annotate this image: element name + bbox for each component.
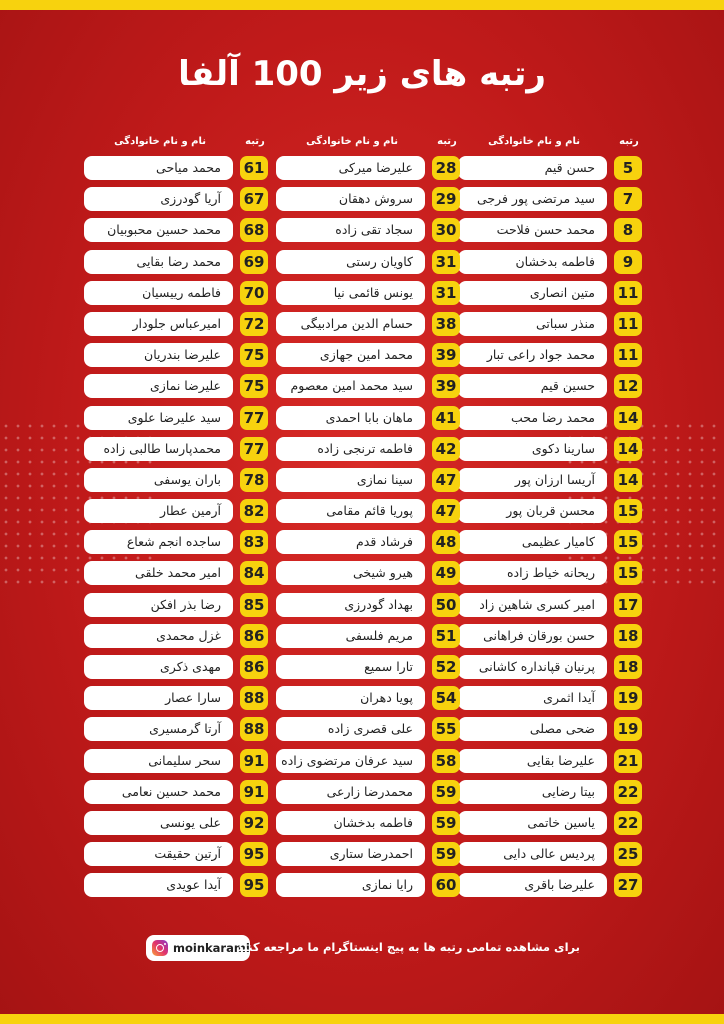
rank-badge: 21 (614, 749, 642, 773)
instagram-icon (152, 940, 168, 956)
rank-row (276, 404, 460, 435)
rank-row (84, 497, 268, 528)
student-name: محمد حسن فلاحت (458, 218, 607, 242)
rank-row (84, 216, 268, 247)
rank-row (458, 715, 642, 746)
rank-badge: 14 (614, 437, 642, 461)
rank-row (84, 310, 268, 341)
student-name: امیر محمد خلقی (84, 561, 233, 585)
rank-badge: 68 (240, 218, 268, 242)
student-name: آریا گودرزی (84, 187, 233, 211)
student-name: سجاد تقی زاده (276, 218, 425, 242)
rank-row (458, 747, 642, 778)
rank-row (458, 591, 642, 622)
rank-badge: 91 (240, 780, 268, 804)
rank-row (84, 684, 268, 715)
instagram-badge[interactable] (146, 935, 250, 961)
student-name: سید علیرضا علوی (84, 406, 233, 430)
rank-badge: 22 (614, 780, 642, 804)
rank-badge: 69 (240, 250, 268, 274)
rank-row (276, 809, 460, 840)
rank-badge: 27 (614, 873, 642, 897)
rank-header: رتبه (245, 136, 265, 147)
student-name: فرشاد قدم (276, 530, 425, 554)
rank-row (276, 248, 460, 279)
rank-badge: 19 (614, 717, 642, 741)
rank-badge: 75 (240, 374, 268, 398)
student-name: پویا دهران (276, 686, 425, 710)
rank-badge: 92 (240, 811, 268, 835)
student-name: کامیار عظیمی (458, 530, 607, 554)
rank-row (458, 840, 642, 871)
rank-row (276, 591, 460, 622)
rank-row (458, 341, 642, 372)
rank-row (84, 591, 268, 622)
rank-badge: 7 (614, 187, 642, 211)
top-accent-bar (0, 0, 724, 10)
rank-row (276, 653, 460, 684)
rank-row (276, 871, 460, 902)
student-name: آرمین عطار (84, 499, 233, 523)
student-name: آرتین حقیقت (84, 842, 233, 866)
student-name: ماهان بابا احمدی (276, 406, 425, 430)
student-name: بیتا رضایی (458, 780, 607, 804)
rank-row (458, 871, 642, 902)
rank-row (84, 435, 268, 466)
rank-badge: 11 (614, 281, 642, 305)
rank-badge: 5 (614, 156, 642, 180)
rank-row (84, 809, 268, 840)
rank-badge: 55 (432, 717, 460, 741)
rank-badge: 15 (614, 499, 642, 523)
student-name: کاویان رستی (276, 250, 425, 274)
rank-badge: 12 (614, 374, 642, 398)
rank-row (84, 528, 268, 559)
student-name: باران یوسفی (84, 468, 233, 492)
student-name: رایا نمازی (276, 873, 425, 897)
rank-row (84, 341, 268, 372)
student-name: محمد حسین نعامی (84, 780, 233, 804)
rank-badge: 15 (614, 530, 642, 554)
student-name: مریم فلسفی (276, 624, 425, 648)
rank-row (458, 622, 642, 653)
student-name: آریسا ارزان پور (458, 468, 607, 492)
rank-row (458, 528, 642, 559)
student-name: سید عرفان مرتضوی زاده (276, 749, 425, 773)
student-name: محمدپارسا طالبی زاده (84, 437, 233, 461)
student-name: علیرضا باقری (458, 873, 607, 897)
rank-row (84, 622, 268, 653)
student-name: تارا سمیع (276, 655, 425, 679)
student-name: محمد امین جهازی (276, 343, 425, 367)
student-name: محمد میاحی (84, 156, 233, 180)
student-name: سارینا دکوی (458, 437, 607, 461)
rank-header: رتبه (619, 136, 639, 147)
rank-row (84, 653, 268, 684)
student-name: منذر سباتی (458, 312, 607, 336)
rank-badge: 60 (432, 873, 460, 897)
rank-badge: 29 (432, 187, 460, 211)
student-name: محمدرضا زارعی (276, 780, 425, 804)
rank-badge: 86 (240, 655, 268, 679)
rank-badge: 47 (432, 499, 460, 523)
student-name: بهداد گودرزی (276, 593, 425, 617)
student-name: سید محمد امین معصوم (276, 374, 425, 398)
rank-badge: 28 (432, 156, 460, 180)
rank-row (276, 435, 460, 466)
rank-badge: 77 (240, 437, 268, 461)
rank-header: رتبه (437, 136, 457, 147)
rank-badge: 49 (432, 561, 460, 585)
student-name: علیرضا بندریان (84, 343, 233, 367)
rank-row (276, 466, 460, 497)
rank-badge: 38 (432, 312, 460, 336)
student-name: پردیس عالی دایی (458, 842, 607, 866)
rank-row (84, 404, 268, 435)
rank-row (276, 154, 460, 185)
student-name: متین انصاری (458, 281, 607, 305)
rank-badge: 86 (240, 624, 268, 648)
student-name: امیر کسری شاهین زاد (458, 593, 607, 617)
student-name: محمد جواد راعی تبار (458, 343, 607, 367)
rank-badge: 18 (614, 624, 642, 648)
student-name: ضحی مصلی (458, 717, 607, 741)
rank-badge: 72 (240, 312, 268, 336)
ranking-column-1 (458, 128, 642, 903)
rank-row (458, 279, 642, 310)
student-name: مهدی ذکری (84, 655, 233, 679)
rank-row (458, 216, 642, 247)
rank-row (458, 404, 642, 435)
student-name: غزل محمدی (84, 624, 233, 648)
rank-badge: 52 (432, 655, 460, 679)
rank-row (276, 279, 460, 310)
rank-badge: 83 (240, 530, 268, 554)
rank-row (458, 653, 642, 684)
rank-badge: 14 (614, 468, 642, 492)
student-name: محمد رضا محب (458, 406, 607, 430)
student-name: علی یونسی (84, 811, 233, 835)
rank-row (458, 684, 642, 715)
footer (0, 933, 724, 963)
rank-row (458, 559, 642, 590)
rank-row (84, 840, 268, 871)
rank-badge: 19 (614, 686, 642, 710)
student-name: فاطمه بدخشان (458, 250, 607, 274)
student-name: محسن قربان پور (458, 499, 607, 523)
student-name: حسن بورقان فراهانی (458, 624, 607, 648)
rank-row (84, 154, 268, 185)
student-name: علیرضا نمازی (84, 374, 233, 398)
rank-row (276, 622, 460, 653)
student-name: محمد حسین محبوبیان (84, 218, 233, 242)
student-name: فاطمه بدخشان (276, 811, 425, 835)
rank-badge: 85 (240, 593, 268, 617)
rank-row (458, 497, 642, 528)
rank-badge: 25 (614, 842, 642, 866)
column-header (276, 128, 460, 154)
rank-badge: 61 (240, 156, 268, 180)
rank-row (276, 778, 460, 809)
student-name: امیرعباس جلودار (84, 312, 233, 336)
footer-note: برای مشاهده تمامی رتبه ها به پیج اینستاگرام ما مراجعه کنید (236, 940, 580, 954)
rank-badge: 82 (240, 499, 268, 523)
rank-row (276, 528, 460, 559)
rank-row (458, 435, 642, 466)
student-name: سحر سلیمانی (84, 749, 233, 773)
rank-badge: 67 (240, 187, 268, 211)
rank-badge: 18 (614, 655, 642, 679)
rank-row (84, 559, 268, 590)
rank-row (276, 715, 460, 746)
rank-row (276, 372, 460, 403)
rank-badge: 59 (432, 811, 460, 835)
column-header (84, 128, 268, 154)
rank-badge: 47 (432, 468, 460, 492)
rank-row (458, 372, 642, 403)
rank-badge: 48 (432, 530, 460, 554)
student-name: یونس قائمی نیا (276, 281, 425, 305)
rank-row (458, 466, 642, 497)
rank-badge: 30 (432, 218, 460, 242)
rank-badge: 15 (614, 561, 642, 585)
rank-badge: 31 (432, 281, 460, 305)
rank-row (276, 840, 460, 871)
rank-badge: 14 (614, 406, 642, 430)
rank-row (276, 341, 460, 372)
student-name: آرتا گرمسیری (84, 717, 233, 741)
student-name: علی قصری زاده (276, 717, 425, 741)
rank-badge: 51 (432, 624, 460, 648)
rank-badge: 9 (614, 250, 642, 274)
rank-row (458, 310, 642, 341)
student-name: یاسین خاتمی (458, 811, 607, 835)
student-name: حسین قیم (458, 374, 607, 398)
student-name: سارا عصار (84, 686, 233, 710)
student-name: احمدرضا ستاری (276, 842, 425, 866)
rank-badge: 95 (240, 873, 268, 897)
ranking-column-2 (276, 128, 460, 903)
rank-badge: 59 (432, 780, 460, 804)
rank-row (276, 559, 460, 590)
rank-row (84, 185, 268, 216)
student-name: فاطمه رییسیان (84, 281, 233, 305)
student-name: حسن قیم (458, 156, 607, 180)
rank-badge: 54 (432, 686, 460, 710)
rank-badge: 59 (432, 842, 460, 866)
rank-badge: 42 (432, 437, 460, 461)
name-header: نام و نام خانوادگی (114, 136, 206, 147)
rank-row (84, 778, 268, 809)
student-name: سروش دهقان (276, 187, 425, 211)
rank-badge: 77 (240, 406, 268, 430)
rank-badge: 88 (240, 686, 268, 710)
rank-badge: 17 (614, 593, 642, 617)
rank-row (458, 185, 642, 216)
student-name: رضا بذر افکن (84, 593, 233, 617)
rank-row (84, 871, 268, 902)
rank-badge: 84 (240, 561, 268, 585)
rank-row (276, 185, 460, 216)
student-name: پرنیان قپانداره کاشانی (458, 655, 607, 679)
rank-row (276, 216, 460, 247)
rank-badge: 31 (432, 250, 460, 274)
rank-badge: 50 (432, 593, 460, 617)
student-name: سید مرتضی پور فرجی (458, 187, 607, 211)
rank-badge: 11 (614, 312, 642, 336)
rank-badge: 39 (432, 343, 460, 367)
name-header: نام و نام خانوادگی (306, 136, 398, 147)
rank-badge: 75 (240, 343, 268, 367)
student-name: آیدا اثمری (458, 686, 607, 710)
student-name: سینا نمازی (276, 468, 425, 492)
rank-badge: 88 (240, 717, 268, 741)
student-name: حسام الدین مرادبیگی (276, 312, 425, 336)
page-title: رتبه های زیر 100 آلفا (178, 54, 546, 94)
ranking-column-3 (84, 128, 268, 903)
student-name: ریحانه خیاط زاده (458, 561, 607, 585)
rank-badge: 8 (614, 218, 642, 242)
rank-row (458, 154, 642, 185)
student-name: فاطمه ترنجی زاده (276, 437, 425, 461)
student-name: علیرضا بقایی (458, 749, 607, 773)
rank-badge: 70 (240, 281, 268, 305)
rank-row (84, 466, 268, 497)
student-name: ساجده انجم شعاع (84, 530, 233, 554)
rank-row (84, 747, 268, 778)
rank-row (458, 248, 642, 279)
rank-row (276, 684, 460, 715)
rank-row (458, 778, 642, 809)
rank-row (84, 715, 268, 746)
column-header (458, 128, 642, 154)
rank-badge: 22 (614, 811, 642, 835)
rank-badge: 78 (240, 468, 268, 492)
rank-badge: 91 (240, 749, 268, 773)
rank-badge: 95 (240, 842, 268, 866)
rank-badge: 41 (432, 406, 460, 430)
rank-row (276, 747, 460, 778)
rank-row (84, 279, 268, 310)
rank-row (458, 809, 642, 840)
student-name: محمد رضا بقایی (84, 250, 233, 274)
student-name: پوریا قائم مقامی (276, 499, 425, 523)
name-header: نام و نام خانوادگی (488, 136, 580, 147)
rank-badge: 39 (432, 374, 460, 398)
bottom-accent-bar (0, 1014, 724, 1024)
rank-badge: 58 (432, 749, 460, 773)
student-name: علیرضا میرکی (276, 156, 425, 180)
student-name: آیدا عویدی (84, 873, 233, 897)
instagram-handle: moinkarami (173, 941, 250, 955)
student-name: هیرو شیخی (276, 561, 425, 585)
rank-row (276, 310, 460, 341)
rank-row (84, 248, 268, 279)
rank-badge: 11 (614, 343, 642, 367)
rank-row (84, 372, 268, 403)
rank-row (276, 497, 460, 528)
